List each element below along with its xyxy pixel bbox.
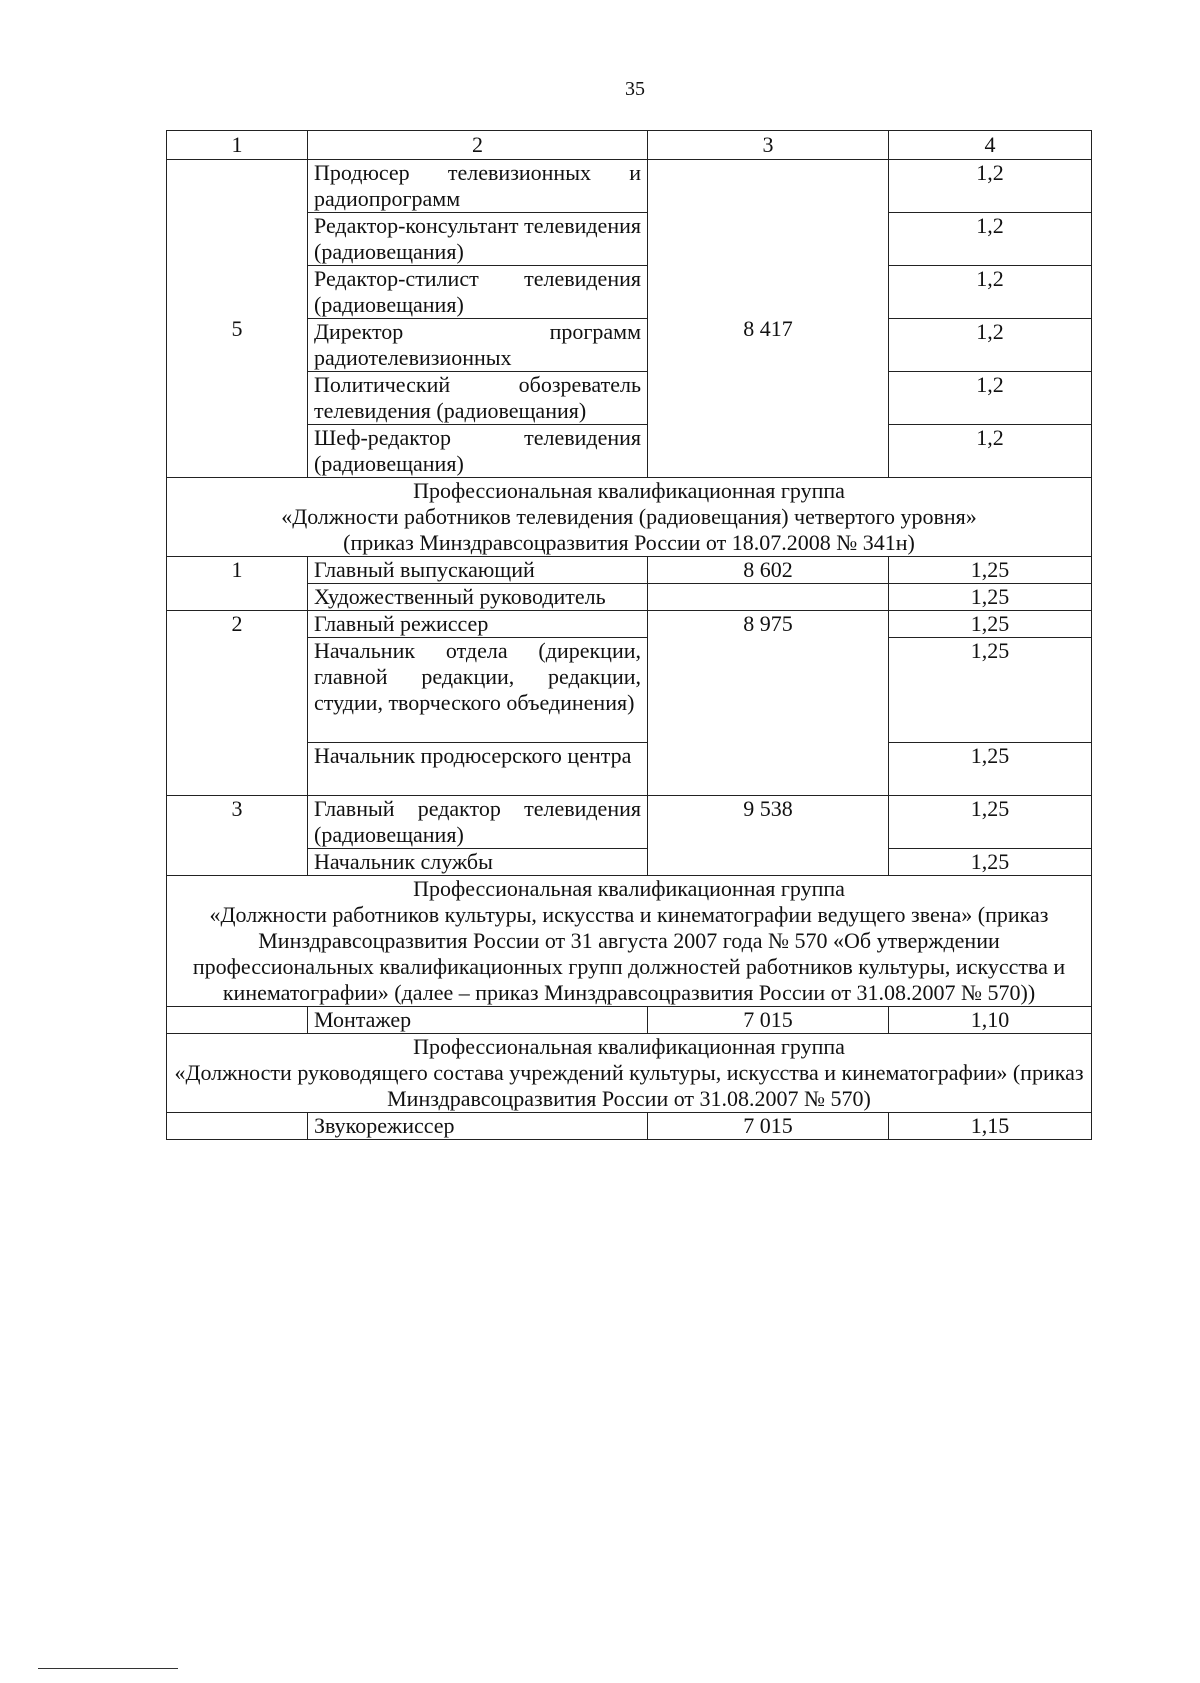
group-heading-row (167, 478, 1092, 557)
position-name: Главный режиссер (308, 611, 648, 638)
salary-value: 7 015 (648, 1007, 889, 1034)
coefficient: 1,2 (889, 213, 1092, 266)
salary-value: 7 015 (648, 1113, 889, 1140)
position-name: Главный редактор телевидения (радиовещания) (308, 796, 648, 849)
table-row (167, 611, 1092, 638)
level-number: 2 (167, 611, 308, 796)
position-name: Директор программ радиотелевизионных (308, 319, 648, 372)
level-number: 5 (231, 316, 243, 341)
group-heading (167, 478, 1092, 557)
group-heading (167, 1034, 1092, 1113)
group-heading-row (167, 876, 1092, 1007)
table-row (167, 1007, 1092, 1034)
position-name: Начальник продюсерского центра (308, 743, 648, 796)
group-heading-line: «Должности работников культуры, искусства и кинематографии ведущего звена» (приказ Минздравсоцразвития России от 31 августа 2007 года № 570 «Об утверждении профессиональных квалификационных групп должностей работников культуры, искусства и кинематографии» (далее – приказ Минздравсоцразвития России от 31.08.2007 № 570)) (192, 902, 1066, 1005)
position-name: Главный выпускающий (308, 557, 648, 584)
coefficient: 1,25 (889, 584, 1092, 611)
coefficient: 1,2 (889, 425, 1092, 478)
position-name: Художественный руководитель (308, 584, 648, 611)
coefficient: 1,2 (889, 319, 1092, 372)
group-heading-line: «Должности работников телевидения (радиовещания) четвертого уровня» (281, 504, 977, 529)
coefficient: 1,10 (889, 1007, 1092, 1034)
position-name: Монтажер (308, 1007, 648, 1034)
coefficient: 1,2 (889, 266, 1092, 319)
column-header-1: 1 (167, 131, 308, 160)
scan-footnote-rule (38, 1668, 178, 1669)
coefficient: 1,2 (889, 160, 1092, 213)
position-name: Начальник службы (308, 849, 648, 876)
level-number (167, 1007, 308, 1034)
position-name: Редактор-консультант телевидения (радиовещания) (308, 213, 648, 266)
salary-value (648, 584, 889, 611)
group-heading-row (167, 1034, 1092, 1113)
group-heading-line: «Должности руководящего состава учреждений культуры, искусства и кинематографии» (приказ Минздравсоцразвития России от 31.08.2007 № 570) (174, 1060, 1084, 1111)
salary-value: 8 602 (648, 557, 889, 584)
group-heading-line: Профессиональная квалификационная группа (413, 1034, 845, 1059)
group-heading-line: Профессиональная квалификационная группа (413, 876, 845, 901)
salary-cell (648, 160, 889, 478)
position-name: Продюсер телевизионных и радиопрограмм (308, 160, 648, 213)
table-header-row (167, 131, 1092, 160)
salary-value: 9 538 (648, 796, 889, 876)
coefficient: 1,25 (889, 557, 1092, 584)
position-name: Звукорежиссер (308, 1113, 648, 1140)
group-heading (167, 876, 1092, 1007)
column-header-2: 2 (308, 131, 648, 160)
table-row (167, 160, 1092, 213)
coefficient: 1,25 (889, 796, 1092, 849)
level-number (167, 1113, 308, 1140)
coefficient: 1,25 (889, 638, 1092, 743)
level-number: 3 (167, 796, 308, 876)
column-header-3: 3 (648, 131, 889, 160)
salary-value: 8 417 (743, 316, 793, 341)
coefficient: 1,15 (889, 1113, 1092, 1140)
coefficient: 1,25 (889, 743, 1092, 796)
group-heading-line: Профессиональная квалификационная группа (413, 478, 845, 503)
coefficient: 1,25 (889, 849, 1092, 876)
coefficient: 1,2 (889, 372, 1092, 425)
level-number: 1 (167, 557, 308, 611)
position-name: Шеф-редактор телевидения (радиовещания) (308, 425, 648, 478)
salary-coefficient-table (166, 130, 1092, 1140)
coefficient: 1,25 (889, 611, 1092, 638)
salary-value: 8 975 (648, 611, 889, 796)
position-name: Редактор-стилист телевидения (радиовещания) (308, 266, 648, 319)
table-row (167, 1113, 1092, 1140)
table-row (167, 796, 1092, 849)
level-number-cell (167, 160, 308, 478)
page-number: 35 (625, 78, 645, 100)
table-row (167, 557, 1092, 584)
position-name: Начальник отдела (дирекции, главной редакции, редакции, студии, творческого объединения) (308, 638, 648, 743)
column-header-4: 4 (889, 131, 1092, 160)
group-heading-line: (приказ Минздравсоцразвития России от 18.07.2008 № 341н) (343, 530, 915, 555)
position-name: Политический обозреватель телевидения (радиовещания) (308, 372, 648, 425)
